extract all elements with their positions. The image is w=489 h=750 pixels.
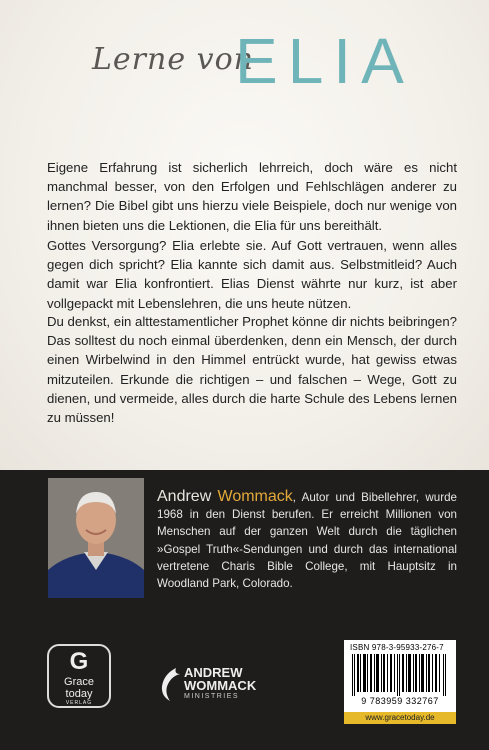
title-script: Lerne von: [92, 42, 254, 77]
blurb-paragraph-2: Gottes Versorgung? Elia erlebte sie. Auf Gott vertrauen, wenn alles gegen dich spricht? Elia kannte sich damit aus. Selbstmitleid? Auch damit war Elia konfrontiert. Elias Dienst währte nur kurz, ist aber vollgepackt mit Lebenslehren, die uns heute nützen.: [47, 238, 457, 311]
barcode-digits: 9 783959 332767: [361, 696, 439, 706]
ministry-logo-line3: MINISTRIES: [184, 693, 240, 700]
isbn-number: ISBN 978-3-95933-276-7: [350, 643, 444, 652]
isbn-barcode: [344, 640, 456, 712]
author-portrait-icon: [48, 478, 144, 598]
ministry-logo-line1: ANDREW: [184, 665, 243, 680]
andrew-wommack-ministries-logo: [158, 664, 268, 704]
grace-today-logo: [47, 644, 111, 708]
ministry-logo-line2: WOMMACK: [184, 678, 257, 693]
grace-logo-letter: G: [69, 648, 89, 675]
publisher-website: www.gracetoday.de: [344, 712, 456, 724]
grace-logo-line1: Grace: [64, 676, 94, 688]
title-main: ELIA: [235, 25, 414, 97]
author-first-name: Andrew: [157, 488, 212, 505]
author-bio-text: , Autor und Bibellehrer, wurde 1968 in den Dienst berufen. Er erreicht Millionen von Menschen auf der ganzen Welt durch die täglichen »Gospel Truth«-Sendungen und durch das international vertretene Charis Bible College, mit Hauptsitz in Woodland Park, Colorado.: [157, 491, 457, 591]
grace-logo-line2: today: [65, 688, 93, 700]
blurb-paragraph-1: Eigene Erfahrung ist sicherlich lehrreich, doch wäre es nicht manchmal besser, von den Erfolgen und Fehlschlägen anderer zu lernen? Die Bibel gibt uns hierzu viele Beispiele, doch nur wenige von ihnen bieten uns die Lektionen, die Elia für uns bereithält.: [47, 160, 457, 233]
dove-icon: [158, 664, 182, 704]
author-bio: [157, 488, 457, 592]
blurb-paragraph-3: Du denkst, ein alttestamentlicher Prophet könne dir nichts beibringen? Das solltest du noch einmal überdenken, denn ein Mensch, der durch einen Wirbelwind in den Himmel entrückt wurde, hat gewiss etwas mitzuteilen. Erkunde die richtigen – und falschen – Wege, Gott zu dienen, und vermeide, alles durch die harte Schule des Lebens lernen zu müssen!: [47, 314, 457, 426]
author-photo: [48, 478, 144, 598]
grace-logo-line3: VERLAG: [65, 700, 93, 706]
barcode-bars-icon: [350, 654, 450, 696]
author-last-name: Wommack: [217, 488, 293, 505]
